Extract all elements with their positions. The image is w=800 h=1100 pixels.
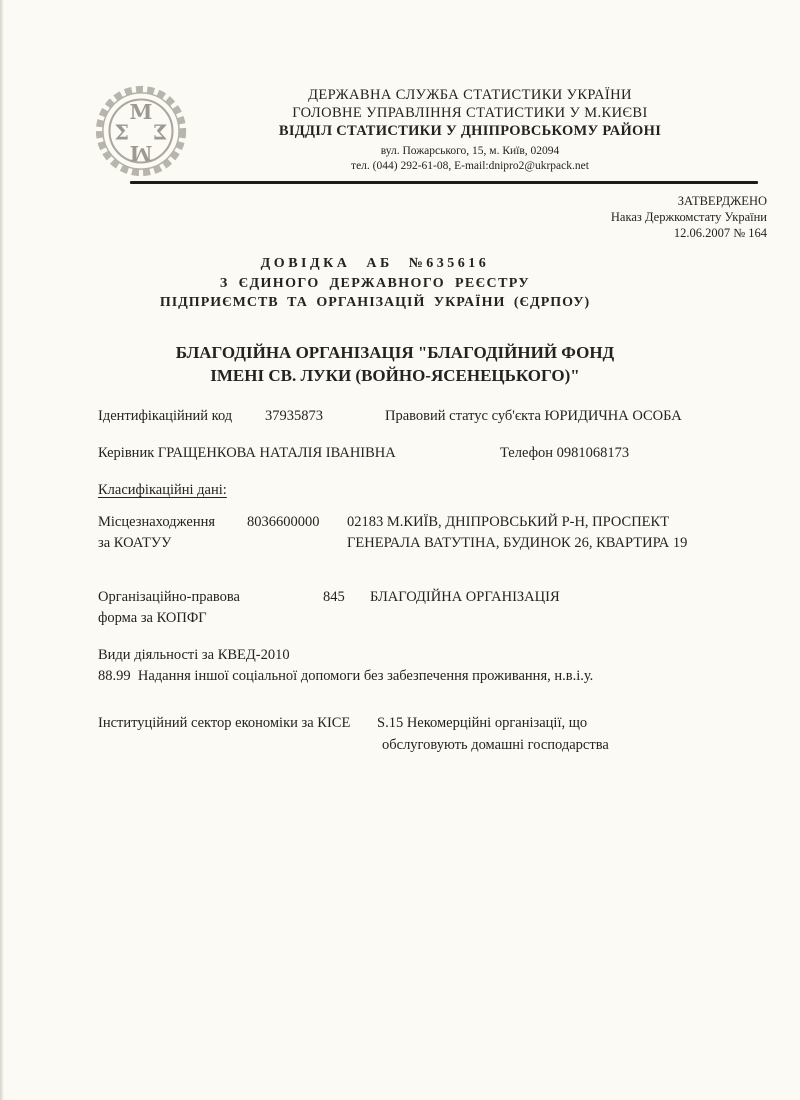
kise-sector-value-line2: обслуговують домашні господарства <box>382 737 609 753</box>
id-code-value: 37935873 <box>265 408 323 424</box>
address-line1: 02183 М.КИЇВ, ДНІПРОВСЬКИЙ Р-Н, ПРОСПЕКТ <box>347 514 670 530</box>
koatuu-code: 8036600000 <box>247 514 320 530</box>
certificate-registry-line: З ЄДИНОГО ДЕРЖАВНОГО РЕЄСТРУ <box>219 275 531 291</box>
koatuu-location-label <box>98 512 215 553</box>
certificate-number-line: ДОВІДКА АБ №635616 <box>260 256 490 271</box>
kopfg-value: БЛАГОДІЙНА ОРГАНІЗАЦІЯ <box>370 589 560 605</box>
classification-heading: Класифікаційні дані: <box>98 482 227 498</box>
scan-edge-artifact <box>0 0 4 1100</box>
kopfg-label-line1: Організаційно-правова <box>98 589 240 605</box>
kise-sector-label: Інституційний сектор економіки за КІСЕ <box>98 715 351 731</box>
emblem-letter-bottom: М <box>129 141 153 166</box>
letterhead <box>250 86 690 174</box>
registered-address <box>347 512 687 553</box>
agency-contact: тел. (044) 292-61-08, E-mail:dnipro2@ukrpack.net <box>351 160 589 172</box>
approval-stamp-word: ЗАТВЕРДЖЕНО <box>677 194 767 208</box>
approval-date-number: 12.06.2007 № 164 <box>673 226 767 240</box>
agency-name-line3: ВІДДІЛ СТАТИСТИКИ У ДНІПРОВСЬКОМУ РАЙОНІ <box>278 123 662 139</box>
organization-name <box>95 342 695 387</box>
address-line2: ГЕНЕРАЛА ВАТУТІНА, БУДИНОК 26, КВАРТИРА 19 <box>347 534 688 551</box>
certificate-registry-line2: ПІДПРИЄМСТВ ТА ОРГАНІЗАЦІЙ УКРАЇНИ (ЄДРПОУ) <box>159 295 591 310</box>
emblem-letter-right: Σ <box>152 120 168 145</box>
kved-activities-heading: Види діяльності за КВЕД-2010 <box>98 647 290 663</box>
agency-name-line2: ГОЛОВНЕ УПРАВЛІННЯ СТАТИСТИКИ У М.КИЄВІ <box>292 105 648 121</box>
phone-number: Телефон 0981068173 <box>500 445 630 461</box>
legal-status: Правовий статус суб'єкта ЮРИДИЧНА ОСОБА <box>385 408 682 424</box>
header-divider-rule <box>130 181 758 184</box>
statistics-emblem-icon <box>94 84 188 178</box>
certificate-title <box>95 254 655 313</box>
agency-name-line1: ДЕРЖАВНА СЛУЖБА СТАТИСТИКИ УКРАЇНИ <box>308 87 632 103</box>
emblem-letter-left: Σ <box>114 120 130 145</box>
organization-name-line1: БЛАГОДІЙНА ОРГАНІЗАЦІЯ "БЛАГОДІЙНИЙ ФОНД <box>175 343 615 362</box>
approval-order: Наказ Держкомстату України <box>610 210 767 224</box>
agency-address: вул. Пожарського, 15, м. Київ, 02094 <box>380 145 560 157</box>
koatuu-label-line2: за КОАТУУ <box>98 534 172 551</box>
approval-block <box>507 193 767 241</box>
emblem-letter-top: М <box>129 99 153 124</box>
kise-sector-value-line1: S.15 Некомерційні організації, що <box>377 715 588 731</box>
kopfg-label-line2: форма за КОПФГ <box>98 609 207 626</box>
head-of-organization: Керівник ГРАЩЕНКОВА НАТАЛІЯ ІВАНІВНА <box>98 445 396 461</box>
id-code-label: Ідентифікаційний код <box>98 408 233 424</box>
organization-name-line2: ІМЕНІ СВ. ЛУКИ (ВОЙНО-ЯСЕНЕЦЬКОГО)" <box>210 365 580 385</box>
kopfg-form-label <box>98 587 240 628</box>
koatuu-label-line1: Місцезнаходження <box>98 514 216 530</box>
kved-activity-entry: 88.99 Надання іншої соціальної допомоги без забезпечення проживання, н.в.і.у. <box>98 668 594 684</box>
kopfg-code: 845 <box>323 589 345 605</box>
